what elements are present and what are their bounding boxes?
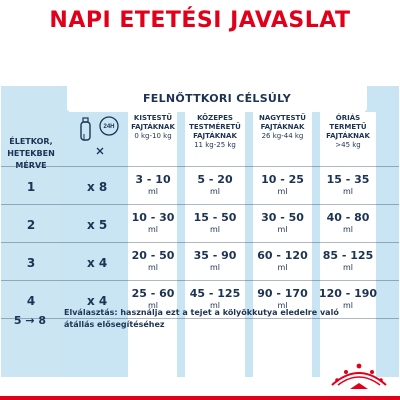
value-r4-c1: 25 - 60 ml	[131, 287, 175, 310]
bottle-and-clock-icon	[77, 114, 121, 156]
value-r3-c3: 60 - 120 ml	[257, 249, 308, 272]
value-r4-c4: 120 - 190 ml	[318, 287, 378, 310]
value-r3-c2: 35 - 90 ml	[193, 249, 237, 272]
feeding-table	[1, 86, 399, 377]
column-header-medium: KÖZEPES TESTMÉRETŰ FAJTÁKNAK 11 kg-25 kg	[189, 114, 241, 149]
page-title: NAPI ETETÉSI JAVASLAT	[49, 8, 351, 33]
target-weight-header: FELNŐTTKORI CÉLSÚLY	[67, 86, 367, 112]
value-r3-c4: 85 - 125 ml	[322, 249, 374, 272]
value-r2-c3: 30 - 50 ml	[261, 211, 304, 234]
age-2: 2	[26, 218, 36, 232]
feeds-per-day-2: x 5	[87, 218, 108, 232]
age-4: 4	[26, 294, 36, 308]
value-r3-c1: 20 - 50 ml	[131, 249, 175, 272]
age-column-header: ÉLETKOR, HETEKBEN MÉRVE	[7, 137, 55, 170]
feeds-per-day-3: x 4	[87, 256, 108, 270]
24h-label: 24H	[103, 124, 115, 130]
value-r1-c4: 15 - 35 ml	[326, 173, 370, 196]
value-r1-c3: 10 - 25 ml	[261, 173, 304, 196]
weaning-age: 5 → 8	[13, 314, 47, 327]
age-1: 1	[26, 180, 36, 194]
value-r1-c2: 5 - 20 ml	[197, 173, 233, 196]
value-r1-c1: 3 - 10 ml	[135, 173, 171, 196]
feeds-per-day-4: x 4	[87, 294, 108, 308]
value-r4-c2: 45 - 125 ml	[189, 287, 241, 310]
royal-canin-crown-logo	[328, 355, 390, 395]
column-header-giant: ÓRIÁS TERMETŰ FAJTÁKNAK >45 kg	[326, 114, 370, 149]
value-r4-c3: 90 - 170 ml	[257, 287, 308, 310]
value-r2-c1: 10 - 30 ml	[131, 211, 175, 234]
feeds-per-day-1: x 8	[87, 180, 108, 194]
column-header-large: NAGYTESTŰ FAJTÁKNAK 26 kg-44 kg	[259, 114, 306, 140]
value-r2-c2: 15 - 50 ml	[193, 211, 237, 234]
column-header-small: KISTESTŰ FAJTÁKNAK 0 kg-10 kg	[131, 114, 175, 140]
value-r2-c4: 40 - 80 ml	[326, 211, 370, 234]
age-3: 3	[26, 256, 36, 270]
weaning-note: Elválasztás: használja ezt a tejet a kölyökkutya eledelre való átállás elősegítéséhez	[64, 308, 339, 329]
bottom-rule	[0, 396, 400, 400]
